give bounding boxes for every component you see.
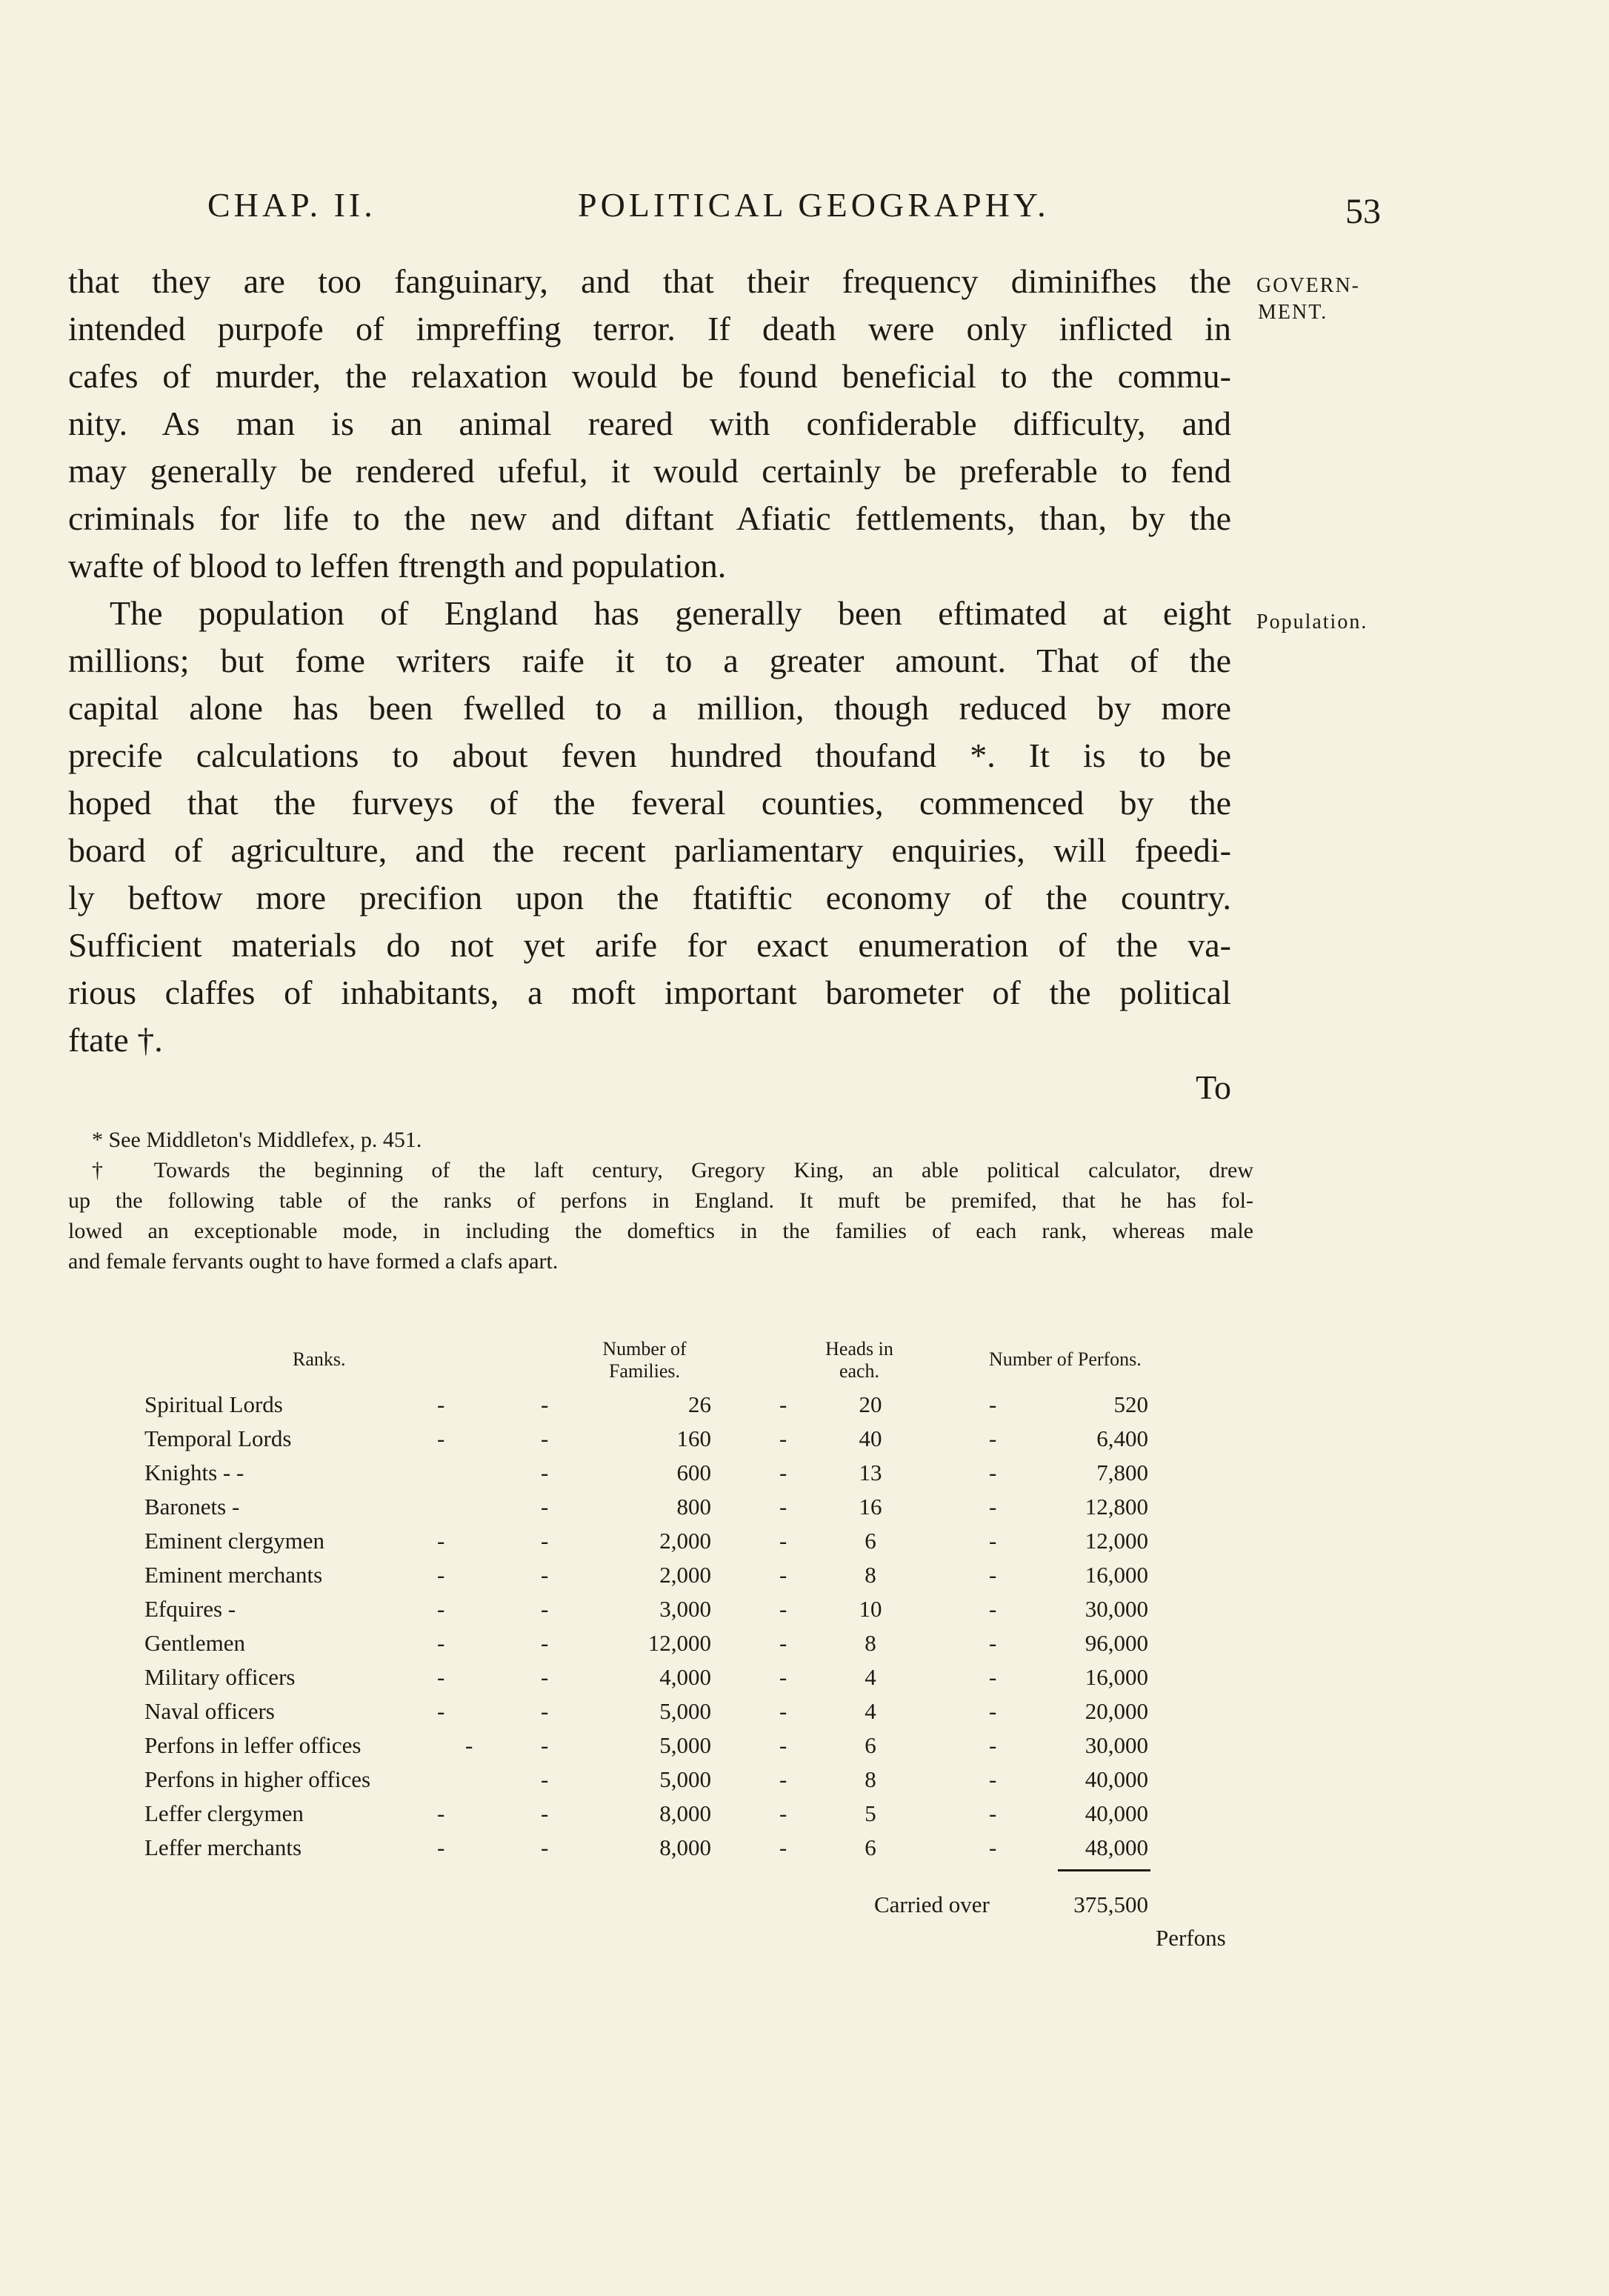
table-row (0, 1391, 1609, 1425)
families-cell: 26 (688, 1391, 711, 1417)
heads-cell: 8 (865, 1630, 876, 1656)
catchword-line: To (1196, 1068, 1231, 1106)
body-line: ly beftow more precifion upon the ftatiftic economy of the country. (68, 879, 1231, 916)
table-row (0, 1834, 1609, 1869)
leader-dash: - (989, 1664, 997, 1690)
table-row (0, 1698, 1609, 1732)
leader-dash: - (779, 1834, 787, 1860)
heads-cell: 4 (865, 1664, 876, 1690)
heads-cell: 8 (865, 1562, 876, 1588)
leader-dash: - (437, 1391, 445, 1417)
heads-cell: 6 (865, 1834, 876, 1860)
catchword: Perfons (1156, 1925, 1226, 1951)
families-cell: 800 (676, 1494, 711, 1520)
body-line: wafte of blood to leffen ftrength and population. (68, 547, 727, 585)
body-line: hoped that the furveys of the feveral counties, commenced by the (68, 784, 1231, 822)
persons-cell: 20,000 (1085, 1698, 1148, 1724)
families-cell: 5,000 (659, 1732, 711, 1758)
leader-dash: - (541, 1528, 549, 1554)
leader-dash: - (779, 1596, 787, 1622)
leader-dash: - (541, 1698, 549, 1724)
persons-cell: 16,000 (1085, 1562, 1148, 1588)
families-cell: 12,000 (647, 1630, 711, 1656)
body-line: Sufficient materials do not yet arife for exact enumeration of the va- (68, 926, 1231, 964)
header-families (570, 1338, 719, 1382)
leader-dash: - (541, 1834, 549, 1860)
footnotes (68, 1125, 1253, 1277)
rank-cell: Eminent merchants (144, 1562, 323, 1588)
table-row (0, 1425, 1609, 1460)
families-cell: 3,000 (659, 1596, 711, 1622)
leader-dash: - (779, 1460, 787, 1485)
rank-cell: Eminent clergymen (144, 1528, 325, 1554)
body-line: nity. As man is an animal reared with confiderable difficulty, and (68, 405, 1231, 442)
leader-dash: - (541, 1460, 549, 1485)
rank-cell: Military officers (144, 1664, 296, 1690)
rank-cell: Efquires - (144, 1596, 236, 1622)
header-heads (804, 1338, 915, 1382)
leader-dash: - (465, 1732, 473, 1758)
heads-cell: 5 (865, 1800, 876, 1826)
body-line: The population of England has generally been eftimated at eight (110, 594, 1231, 632)
table-row (0, 1732, 1609, 1766)
body-line: millions; but fome writers raife it to a greater amount. That of the (68, 642, 1231, 679)
persons-cell: 12,800 (1085, 1494, 1148, 1520)
body-line: precife calculations to about feven hundred thoufand *. It is to be (68, 736, 1231, 774)
rank-cell: Leffer merchants (144, 1834, 302, 1860)
margin-note-government-line-2: MENT. (1258, 301, 1328, 324)
families-cell: 4,000 (659, 1664, 711, 1690)
table-row (0, 1596, 1609, 1630)
rank-cell: Baronets - (144, 1494, 240, 1520)
leader-dash: - (437, 1562, 445, 1588)
header-heads-line-1: Heads in (825, 1338, 893, 1360)
carried-over-value: 375,500 (1073, 1891, 1148, 1917)
running-header (207, 185, 1393, 237)
body-line: ftate †. (68, 1021, 163, 1059)
margin-note-government-line-1: GOVERN- (1256, 274, 1360, 297)
persons-cell: 12,000 (1085, 1528, 1148, 1554)
footnote-dagger-line: up the following table of the ranks of perfons in England. It muft be premifed, that he has fol- (68, 1188, 1253, 1213)
body-line: capital alone has been fwelled to a million, though reduced by more (68, 689, 1231, 727)
table-row (0, 1766, 1609, 1800)
body-text (68, 258, 1231, 1111)
leader-dash: - (779, 1391, 787, 1417)
leader-dash: - (779, 1664, 787, 1690)
leader-dash: - (779, 1630, 787, 1656)
leader-dash: - (541, 1664, 549, 1690)
persons-cell: 520 (1113, 1391, 1148, 1417)
leader-dash: - (541, 1630, 549, 1656)
rank-cell: Spiritual Lords (144, 1391, 283, 1417)
table-row (0, 1630, 1609, 1664)
chapter-label: CHAP. II. (207, 186, 376, 224)
body-line: rious claffes of inhabitants, a moft important barometer of the political (68, 974, 1231, 1011)
heads-cell: 16 (859, 1494, 882, 1520)
rank-cell: Perfons in higher offices (144, 1766, 371, 1792)
leader-dash: - (541, 1766, 549, 1792)
persons-cell: 7,800 (1096, 1460, 1148, 1485)
heads-cell: 10 (859, 1596, 882, 1622)
families-cell: 600 (676, 1460, 711, 1485)
leader-dash: - (437, 1596, 445, 1622)
leader-dash: - (779, 1766, 787, 1792)
header-families-line-2: Families. (608, 1360, 681, 1382)
leader-dash: - (989, 1732, 997, 1758)
leader-dash: - (989, 1494, 997, 1520)
leader-dash: - (779, 1698, 787, 1724)
heads-cell: 6 (865, 1528, 876, 1554)
table-row (0, 1460, 1609, 1494)
leader-dash: - (541, 1494, 549, 1520)
leader-dash: - (779, 1494, 787, 1520)
leader-dash: - (989, 1391, 997, 1417)
leader-dash: - (989, 1630, 997, 1656)
leader-dash: - (989, 1528, 997, 1554)
persons-cell: 40,000 (1085, 1800, 1148, 1826)
leader-dash: - (437, 1834, 445, 1860)
families-cell: 2,000 (659, 1528, 711, 1554)
families-cell: 5,000 (659, 1698, 711, 1724)
header-families-line-1: Number of (602, 1338, 687, 1360)
table-row (0, 1664, 1609, 1698)
leader-dash: - (989, 1562, 997, 1588)
leader-dash: - (779, 1732, 787, 1758)
leader-dash: - (989, 1698, 997, 1724)
leader-dash: - (989, 1425, 997, 1451)
leader-dash: - (437, 1630, 445, 1656)
body-line: intended purpofe of impreffing terror. If death were only inflicted in (68, 310, 1231, 347)
body-line: that they are too fanguinary, and that their frequency diminifhes the (68, 262, 1231, 300)
persons-cell: 30,000 (1085, 1596, 1148, 1622)
leader-dash: - (437, 1800, 445, 1826)
rank-cell: Perfons in leffer offices (144, 1732, 362, 1758)
header-heads-line-2: each. (839, 1360, 880, 1382)
header-ranks: Ranks. (293, 1348, 346, 1370)
header-persons: Number of Perfons. (989, 1348, 1142, 1370)
body-line: may generally be rendered ufeful, it would certainly be preferable to fend (68, 452, 1231, 490)
leader-dash: - (541, 1732, 549, 1758)
persons-cell: 40,000 (1085, 1766, 1148, 1792)
families-cell: 8,000 (659, 1800, 711, 1826)
heads-cell: 6 (865, 1732, 876, 1758)
rank-cell: Gentlemen (144, 1630, 246, 1656)
leader-dash: - (541, 1391, 549, 1417)
sum-rule (1058, 1869, 1150, 1871)
leader-dash: - (541, 1800, 549, 1826)
rank-cell: Naval officers (144, 1698, 275, 1724)
heads-cell: 20 (859, 1391, 882, 1417)
footnote-dagger-line: † Towards the beginning of the laft century, Gregory King, an able political calculator, drew (92, 1158, 1253, 1182)
families-cell: 8,000 (659, 1834, 711, 1860)
persons-cell: 6,400 (1096, 1425, 1148, 1451)
heads-cell: 4 (865, 1698, 876, 1724)
table-row (0, 1562, 1609, 1596)
page-number: 53 (1345, 192, 1381, 231)
leader-dash: - (779, 1562, 787, 1588)
rank-cell: Temporal Lords (144, 1425, 292, 1451)
footnote-dagger-line: and female fervants ought to have formed a clafs apart. (68, 1249, 559, 1274)
chapter-title: POLITICAL GEOGRAPHY. (578, 186, 1050, 224)
table-row (0, 1528, 1609, 1562)
families-cell: 160 (676, 1425, 711, 1451)
persons-cell: 48,000 (1085, 1834, 1148, 1860)
leader-dash: - (437, 1425, 445, 1451)
rank-cell: Leffer clergymen (144, 1800, 304, 1826)
carried-over-label: Carried over (874, 1891, 990, 1917)
leader-dash: - (541, 1596, 549, 1622)
heads-cell: 8 (865, 1766, 876, 1792)
leader-dash: - (989, 1766, 997, 1792)
persons-cell: 30,000 (1085, 1732, 1148, 1758)
body-line: cafes of murder, the relaxation would be found beneficial to the commu- (68, 357, 1231, 395)
leader-dash: - (779, 1528, 787, 1554)
table-row (0, 1800, 1609, 1834)
persons-cell: 96,000 (1085, 1630, 1148, 1656)
footnote-dagger-line: lowed an exceptionable mode, in including the domeftics in the families of each rank, whereas male (68, 1219, 1253, 1243)
margin-note-government (1256, 273, 1360, 326)
leader-dash: - (989, 1460, 997, 1485)
table-row (0, 1494, 1609, 1528)
rank-cell: Knights - - (144, 1460, 244, 1485)
families-cell: 2,000 (659, 1562, 711, 1588)
leader-dash: - (541, 1562, 549, 1588)
leader-dash: - (989, 1596, 997, 1622)
persons-cell: 16,000 (1085, 1664, 1148, 1690)
leader-dash: - (779, 1425, 787, 1451)
leader-dash: - (541, 1425, 549, 1451)
families-cell: 5,000 (659, 1766, 711, 1792)
leader-dash: - (437, 1698, 445, 1724)
leader-dash: - (779, 1800, 787, 1826)
body-line: board of agriculture, and the recent parliamentary enquiries, will fpeedi- (68, 831, 1231, 869)
footnote-asterisk: * See Middleton's Middlefex, p. 451. (92, 1128, 422, 1152)
heads-cell: 40 (859, 1425, 882, 1451)
leader-dash: - (437, 1664, 445, 1690)
leader-dash: - (989, 1834, 997, 1860)
heads-cell: 13 (859, 1460, 882, 1485)
body-line: criminals for life to the new and diftant Afiatic fettlements, than, by the (68, 499, 1231, 537)
leader-dash: - (437, 1528, 445, 1554)
leader-dash: - (989, 1800, 997, 1826)
margin-note-population: Population. (1256, 610, 1368, 633)
